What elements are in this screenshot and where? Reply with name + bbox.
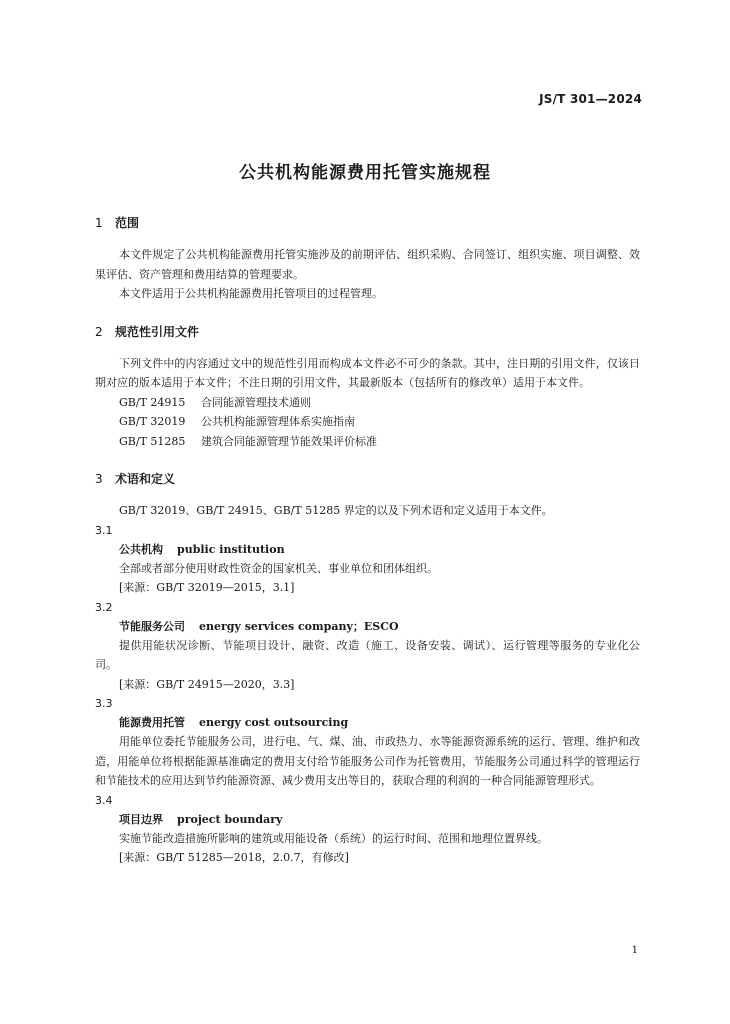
term-definition: 提供用能状况诊断、节能项目设计、融资、改造（施工、设备安装、调试）、运行管理等服务的专业化公司。 — [95, 638, 640, 671]
term-source: [来源：GB/T 24915—2020，3.3] — [119, 677, 295, 691]
term-number: 3.2 — [95, 600, 113, 614]
term-chinese: 项目边界 — [119, 812, 163, 826]
term-chinese: 公共机构 — [119, 542, 163, 556]
reference-title: 建筑合同能源管理节能效果评价标准 — [201, 434, 377, 448]
reference-code: GB/T 51285 — [119, 434, 186, 448]
term-chinese: 节能服务公司 — [119, 619, 185, 633]
section-heading-terms-definitions — [95, 470, 640, 488]
term-source: [来源：GB/T 51285—2018，2.0.7，有修改] — [119, 851, 349, 864]
term-definition: 用能单位委托节能服务公司，进行电、气、煤、油、市政热力、水等能源资源系统的运行、管理、维护和改造，用能单位将根据能源基准确定的费用支付给节能服务公司作为托管费用，节能服务公司通过科学的管理运行和节能技术的应用达到节约能源资源、减少费用支出等目的，获取合理的利润的一种合同能源管理形式。 — [95, 735, 640, 787]
reference-code: GB/T 32019 — [119, 415, 186, 428]
document-body — [95, 214, 640, 868]
term-definition: 实施节能改造措施所影响的建筑或用能设备（系统）的运行时间、范围和地理位置界线。 — [119, 831, 548, 845]
reference-item — [95, 412, 640, 432]
term-name — [95, 713, 640, 732]
term-number: 3.1 — [95, 523, 113, 537]
section-number: 2 — [95, 324, 103, 339]
reference-item — [95, 393, 640, 413]
section-title: 规范性引用文件 — [115, 324, 200, 339]
term-number: 3.3 — [95, 697, 113, 710]
term-definition: 全部或者部分使用财政性资金的国家机关、事业单位和团体组织。 — [119, 561, 438, 575]
document-title: 公共机构能源费用托管实施规程 — [239, 163, 491, 183]
term-number: 3.4 — [95, 793, 113, 807]
reference-title: 合同能源管理技术通则 — [201, 395, 311, 409]
section-heading-normative-references — [95, 323, 640, 341]
document-code: JS/T 301—2024 — [539, 92, 642, 106]
term-chinese: 能源费用托管 — [119, 716, 185, 729]
reference-code: GB/T 24915 — [119, 395, 186, 409]
paragraph: GB/T 32019、GB/T 24915、GB/T 51285 界定的以及下列术语和定义适用于本文件。 — [119, 504, 553, 517]
section-heading-scope — [95, 214, 640, 232]
term-name — [95, 810, 640, 829]
term-name — [95, 540, 640, 559]
term-english: public institution — [177, 542, 285, 556]
paragraph: 下列文件中的内容通过文中的规范性引用而构成本文件必不可少的条款。其中，注日期的引用文件，仅该日期对应的版本适用于本文件；不注日期的引用文件，其最新版本（包括所有的修改单）适用于本文件。 — [95, 356, 640, 389]
paragraph: 本文件规定了公共机构能源费用托管实施涉及的前期评估、组织采购、合同签订、组织实施、项目调整、效果评估、资产管理和费用结算的管理要求。 — [95, 248, 640, 281]
reference-title: 公共机构能源管理体系实施指南 — [201, 415, 355, 428]
section-title: 范围 — [115, 216, 140, 230]
term-name — [95, 617, 640, 636]
term-source: [来源：GB/T 32019—2015，3.1] — [119, 581, 295, 594]
paragraph: 本文件适用于公共机构能源费用托管项目的过程管理。 — [119, 287, 383, 300]
section-number: 1 — [95, 216, 103, 230]
reference-item — [95, 432, 640, 452]
term-english: project boundary — [177, 812, 283, 826]
section-title: 术语和定义 — [115, 472, 176, 486]
section-number: 3 — [95, 472, 103, 486]
page-number: 1 — [631, 945, 638, 956]
term-english: energy cost outsourcing — [199, 716, 349, 729]
term-english: energy services company；ESCO — [199, 619, 399, 633]
